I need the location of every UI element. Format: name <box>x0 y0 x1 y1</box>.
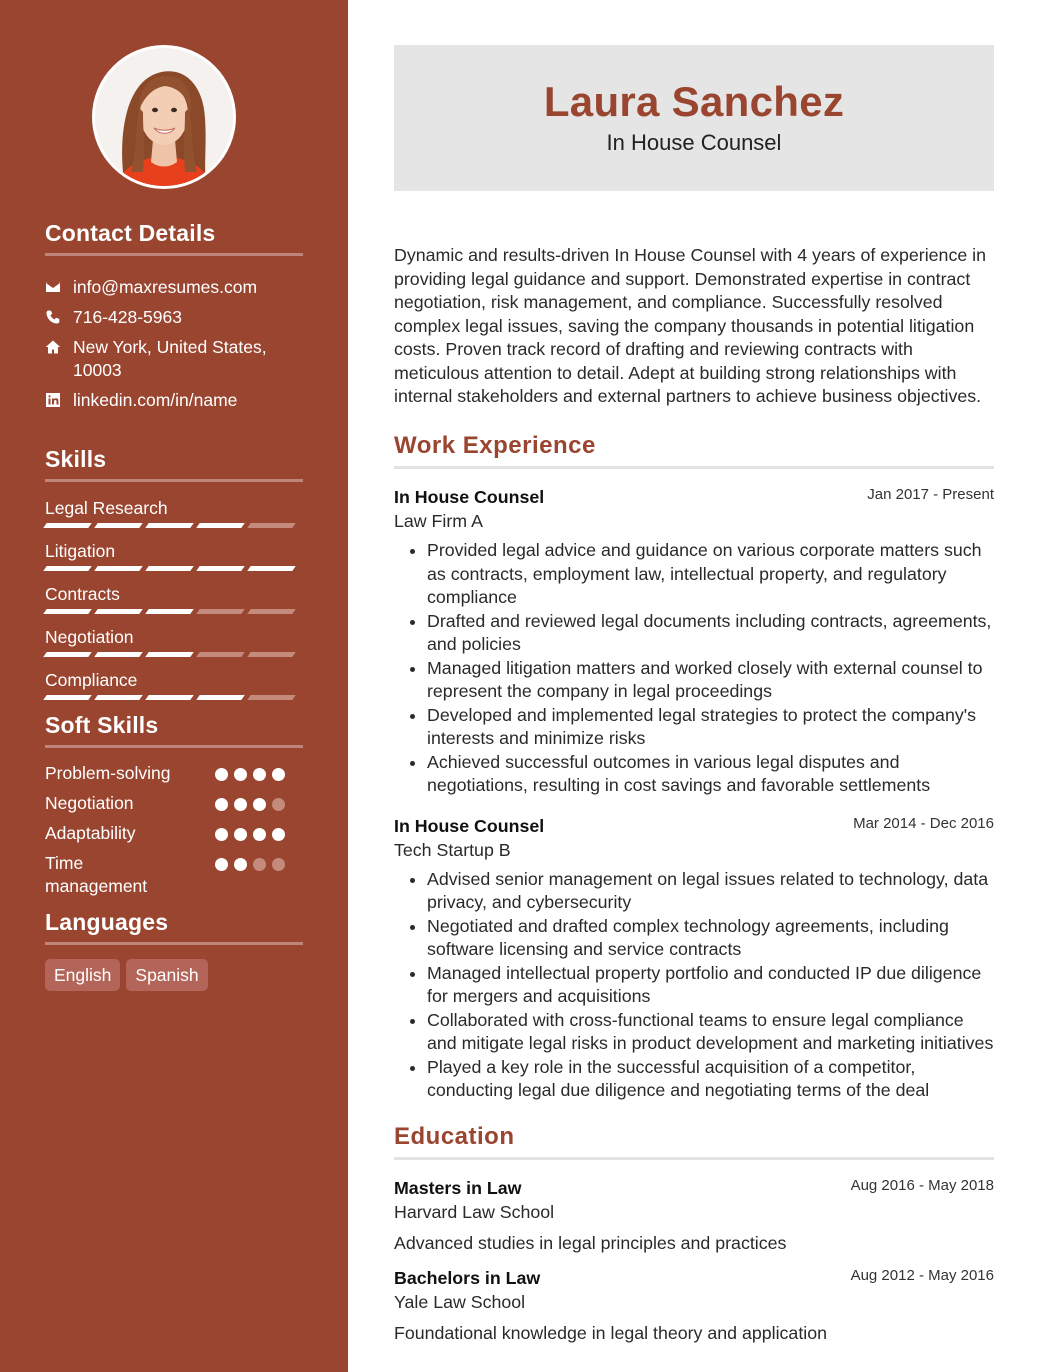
soft-skill-name: Problem-solving <box>45 763 171 783</box>
education-heading: Education <box>394 1123 994 1160</box>
soft-skill-item <box>45 852 303 898</box>
education-description: Advanced studies in legal principles and practices <box>394 1233 787 1253</box>
job-entry <box>394 814 994 1103</box>
job-bullets <box>394 868 994 1103</box>
skill-item <box>45 580 303 623</box>
education-entry <box>394 1176 994 1255</box>
portrait-image <box>95 48 233 186</box>
education-header <box>394 1176 994 1200</box>
languages-heading: Languages <box>45 909 303 945</box>
rating-dot-filled <box>234 828 247 841</box>
skill-item <box>45 666 303 709</box>
job-dates: Mar 2014 - Dec 2016 <box>853 814 994 832</box>
skill-level-bar <box>45 523 303 528</box>
education-header <box>394 1266 994 1290</box>
home-icon <box>45 336 73 355</box>
school-name: Yale Law School <box>394 1292 526 1312</box>
skill-segment-filled <box>145 695 194 700</box>
skill-level-bar <box>45 652 303 657</box>
skill-segment-empty <box>247 523 296 528</box>
skills-section <box>45 446 303 709</box>
job-title: In House Counsel <box>394 815 545 836</box>
skill-segment-filled <box>145 566 194 571</box>
rating-dot-filled <box>234 798 247 811</box>
skill-segment-empty <box>196 609 245 614</box>
skill-segment-filled <box>94 523 143 528</box>
soft-skill-item <box>45 762 303 792</box>
language-tag: Spanish <box>126 959 207 991</box>
job-bullet: • Developed and implemented legal strategies to protect the company's interests and minimize risks <box>427 704 994 751</box>
skill-level-bar <box>45 609 303 614</box>
rating-dot-filled <box>215 768 228 781</box>
job-header <box>394 814 994 838</box>
languages-list <box>45 959 303 991</box>
skill-segment-filled <box>247 566 296 571</box>
skill-segment-filled <box>94 652 143 657</box>
contact-section <box>45 220 303 419</box>
contact-list <box>45 276 303 412</box>
job-bullet: • Achieved successful outcomes in various legal disputes and negotiations, resulting in cost savings and favorable settlements <box>427 751 994 798</box>
job-title: In House Counsel <box>394 487 545 507</box>
soft-skill-item <box>45 822 303 852</box>
education-entry <box>394 1266 994 1345</box>
contact-address-value: New York, United States, 10003 <box>73 337 267 380</box>
rating-dot-filled <box>215 828 228 841</box>
sidebar <box>0 0 348 1372</box>
soft-skill-name: Time management <box>45 853 148 896</box>
skill-item <box>45 537 303 580</box>
soft-skill-name: Negotiation <box>45 793 134 813</box>
job-bullet: • Drafted and reviewed legal documents including contracts, agreements, and policies <box>427 610 994 657</box>
job-header <box>394 485 994 509</box>
skill-name: Legal Research <box>45 498 168 518</box>
degree-title: Masters in Law <box>394 1178 522 1198</box>
skill-level-bar <box>45 566 303 571</box>
education-description: Foundational knowledge in legal theory and application <box>394 1323 827 1343</box>
soft-skill-item <box>45 792 303 822</box>
contact-address <box>45 336 303 382</box>
job-bullet: • Managed litigation matters and worked closely with external counsel to represent the company in legal proceedings <box>427 657 994 704</box>
skill-level-bar <box>45 695 303 700</box>
job-company: Tech Startup B <box>394 839 511 860</box>
profile-photo <box>92 45 236 189</box>
candidate-title: In House Counsel <box>606 130 782 155</box>
job-dates: Jan 2017 - Present <box>867 486 994 503</box>
skill-segment-filled <box>43 523 92 528</box>
rating-dot-filled <box>234 858 247 871</box>
language-tag: English <box>45 959 120 991</box>
profile-summary: Dynamic and results-driven In House Counsel with 4 years of experience in providing legal guidance and support. Demonstrated expertise in contract negotiation, risk management, and compliance. Successfully resolved complex legal issues, saving the company thousands in potential litigation costs. Proven track record of drafting and reviewing contracts with meticulous attention to detail. Adept at building strong relationships with internal stakeholders and external partners to achieve business objectives. <box>394 245 987 406</box>
candidate-name: Laura Sanchez <box>543 78 845 125</box>
rating-dot-empty <box>272 798 285 811</box>
rating-dot-filled <box>253 828 266 841</box>
skill-segment-filled <box>43 652 92 657</box>
job-entry <box>394 485 994 798</box>
skill-segment-filled <box>145 523 194 528</box>
skill-item <box>45 494 303 537</box>
soft-skills-section <box>45 712 303 898</box>
skill-name: Negotiation <box>45 627 134 647</box>
linkedin-icon <box>45 389 73 408</box>
job-bullets <box>394 539 994 798</box>
skills-heading: Skills <box>45 446 303 482</box>
skill-item <box>45 623 303 666</box>
soft-skills-heading: Soft Skills <box>45 712 303 748</box>
skill-segment-empty <box>247 609 296 614</box>
rating-dot-empty <box>272 858 285 871</box>
skill-name: Litigation <box>45 541 116 561</box>
contact-phone[interactable] <box>45 306 303 329</box>
rating-dot-empty <box>253 858 266 871</box>
skill-segment-filled <box>43 609 92 614</box>
skill-segment-filled <box>196 523 245 528</box>
education-dates: Aug 2012 - May 2016 <box>850 1267 994 1284</box>
contact-linkedin[interactable] <box>45 389 303 412</box>
resume-header <box>394 45 994 191</box>
rating-dot-filled <box>234 768 247 781</box>
skill-segment-filled <box>43 566 92 571</box>
job-company: Law Firm A <box>394 511 483 531</box>
job-bullet: • Provided legal advice and guidance on various corporate matters such as contracts, employment law, intellectual property, and regulatory compliance <box>427 539 994 610</box>
languages-section <box>45 909 303 991</box>
rating-dot-filled <box>272 828 285 841</box>
job-bullet: • Advised senior management on legal issues related to technology, data privacy, and cybersecurity <box>427 868 994 915</box>
phone-icon <box>45 306 73 325</box>
education-dates: Aug 2016 - May 2018 <box>850 1177 994 1194</box>
school-name: Harvard Law School <box>394 1202 555 1222</box>
rating-dot-filled <box>215 858 228 871</box>
skill-segment-empty <box>196 652 245 657</box>
skills-list <box>45 494 303 709</box>
job-bullet: • Negotiated and drafted complex technology agreements, including software licensing and service contracts <box>427 915 994 962</box>
contact-email-value: info@maxresumes.com <box>73 277 258 297</box>
skill-segment-filled <box>145 609 194 614</box>
contact-phone-value: 716-428-5963 <box>73 307 182 327</box>
job-bullet: • Collaborated with cross-functional teams to ensure legal compliance and mitigate legal risks in product development and marketing initiatives <box>427 1009 994 1056</box>
email-icon <box>45 276 73 295</box>
skill-name: Contracts <box>45 584 120 604</box>
contact-heading: Contact Details <box>45 220 303 256</box>
rating-dot-filled <box>253 768 266 781</box>
job-bullet: • Managed intellectual property portfolio and conducted IP due diligence for mergers and acquisitions <box>427 962 994 1009</box>
contact-linkedin-value: linkedin.com/in/name <box>73 390 238 410</box>
skill-segment-filled <box>145 652 194 657</box>
job-bullet: • Played a key role in the successful acquisition of a competitor, conducting legal due diligence and negotiating terms of the deal <box>427 1056 994 1103</box>
degree-title: Bachelors in Law <box>394 1268 541 1288</box>
work-experience-heading: Work Experience <box>394 432 994 469</box>
skill-name: Compliance <box>45 670 138 690</box>
work-experience-section <box>394 432 994 1103</box>
rating-dot-filled <box>215 798 228 811</box>
soft-skill-name: Adaptability <box>45 823 136 843</box>
skill-segment-filled <box>196 566 245 571</box>
skill-segment-filled <box>94 695 143 700</box>
rating-dot-filled <box>253 798 266 811</box>
skill-segment-filled <box>196 695 245 700</box>
rating-dot-filled <box>272 768 285 781</box>
skill-segment-filled <box>43 695 92 700</box>
skill-segment-empty <box>247 652 296 657</box>
contact-email[interactable] <box>45 276 303 299</box>
skill-segment-filled <box>94 609 143 614</box>
education-section <box>394 1123 994 1345</box>
soft-skills-list <box>45 762 303 898</box>
skill-segment-empty <box>247 695 296 700</box>
skill-segment-filled <box>94 566 143 571</box>
